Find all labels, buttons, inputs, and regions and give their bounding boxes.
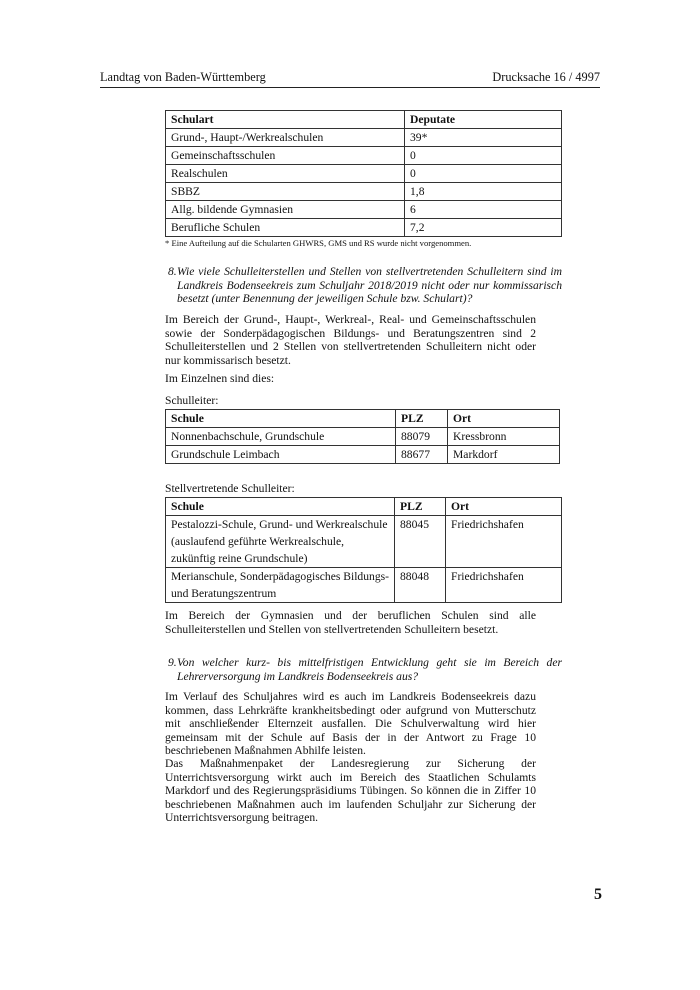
question-9 bbox=[165, 656, 562, 684]
table-cell: Friedrichshafen bbox=[446, 568, 562, 603]
table-header-row bbox=[166, 111, 562, 129]
table-cell: 6 bbox=[405, 201, 562, 219]
table-cell: Markdorf bbox=[448, 446, 560, 464]
table-cell: SBBZ bbox=[166, 183, 405, 201]
answer-9-paragraph-1: Im Verlauf des Schuljahres wird es auch im Landkreis Bodenseekreis dazu kommen, dass Lehrkräfte krankheitsbedingt oder aufgrund von Mutterschutz mit anschließender Elternzeit ausfallen. Die Schulverwaltung wird hier gemeinsam mit der Schule auf Basis der in der Antwort zu Frage 10 beschriebenen Maßnahmen Abhilfe leisten. bbox=[165, 690, 536, 757]
question-number: 9. bbox=[168, 656, 177, 669]
table-cell: Berufliche Schulen bbox=[166, 219, 405, 237]
table-row bbox=[166, 165, 562, 183]
column-header-ort: Ort bbox=[446, 498, 562, 516]
table-cell: 88677 bbox=[396, 446, 448, 464]
answer-8-paragraph-3: Im Bereich der Gymnasien und der beruflichen Schulen sind alle Schulleiterstellen und Stellen von stellvertretenden Schulleitern besetzt. bbox=[165, 609, 536, 636]
table-row bbox=[166, 428, 560, 446]
answer-9-paragraph-2: Das Maßnahmenpaket der Landesregierung zur Sicherung der Unterrichtsversorgung wirkt auch im Bereich des Staatlichen Schulamts Markdorf und des Regierungspräsidiums Tübingen. So können die in Ziffer 10 beschriebenen Maßnahmen auch im laufenden Schuljahr zur Sicherung der Unterrichtsversorgung beitragen. bbox=[165, 757, 536, 824]
question-text: Von welcher kurz- bis mittelfristigen Entwicklung geht sie im Bereich der Lehrerversorgung im Landkreis Bodenseekreis aus? bbox=[177, 656, 562, 683]
table-cell: 88048 bbox=[395, 568, 446, 603]
table-row bbox=[166, 516, 562, 568]
table-cell: Grundschule Leimbach bbox=[166, 446, 396, 464]
table-footnote: * Eine Aufteilung auf die Schularten GHWRS, GMS und RS wurde nicht vorgenommen. bbox=[165, 238, 472, 248]
column-header-deputate: Deputate bbox=[405, 111, 562, 129]
answer-8-paragraph-1: Im Bereich der Grund-, Haupt-, Werkreal-, Real- und Gemeinschaftsschulen sowie der Sonderpädagogischen Bildungs- und Beratungszentren sind 2 Schulleiterstellen und 2 Stellen von stellvertretenden Schulleitern nicht oder nur kommissarisch besetzt. bbox=[165, 313, 536, 367]
table-cell: 1,8 bbox=[405, 183, 562, 201]
page-number: 5 bbox=[594, 886, 602, 903]
table-row bbox=[166, 183, 562, 201]
column-header-schulart: Schulart bbox=[166, 111, 405, 129]
table-cell: 0 bbox=[405, 165, 562, 183]
table-cell: Kressbronn bbox=[448, 428, 560, 446]
header-title: Landtag von Baden-Württemberg bbox=[100, 70, 266, 84]
table-header-row bbox=[166, 410, 560, 428]
table-cell: Allg. bildende Gymnasien bbox=[166, 201, 405, 219]
table-cell bbox=[166, 516, 395, 568]
table-row bbox=[166, 129, 562, 147]
table-row bbox=[166, 201, 562, 219]
table-caption-stellvertretende: Stellvertretende Schulleiter: bbox=[165, 482, 295, 495]
question-number: 8. bbox=[168, 265, 177, 278]
school-name-line: (auslaufend geführte Werkrealschule, bbox=[171, 535, 344, 548]
table-cell: 88079 bbox=[396, 428, 448, 446]
column-header-plz: PLZ bbox=[395, 498, 446, 516]
table-cell: 39* bbox=[405, 129, 562, 147]
table-cell: Gemeinschaftsschulen bbox=[166, 147, 405, 165]
table-cell: Friedrichshafen bbox=[446, 516, 562, 568]
table-cell: 0 bbox=[405, 147, 562, 165]
school-name-line: zukünftig reine Grundschule) bbox=[171, 552, 308, 565]
school-name-line: und Beratungszentrum bbox=[171, 587, 277, 600]
table-cell: Grund-, Haupt-/Werkrealschulen bbox=[166, 129, 405, 147]
table-cell: 7,2 bbox=[405, 219, 562, 237]
table-cell: Realschulen bbox=[166, 165, 405, 183]
table-row bbox=[166, 147, 562, 165]
deputate-table bbox=[165, 110, 562, 237]
table-row bbox=[166, 219, 562, 237]
school-name-line: Pestalozzi-Schule, Grund- und Werkrealschule bbox=[171, 518, 388, 531]
column-header-plz: PLZ bbox=[396, 410, 448, 428]
column-header-schule: Schule bbox=[166, 498, 395, 516]
table-cell: 88045 bbox=[395, 516, 446, 568]
table-header-row bbox=[166, 498, 562, 516]
schulleiter-table bbox=[165, 409, 560, 464]
stellvertreter-table bbox=[165, 497, 562, 603]
table-row bbox=[166, 446, 560, 464]
column-header-schule: Schule bbox=[166, 410, 396, 428]
table-row bbox=[166, 568, 562, 603]
header-divider bbox=[100, 87, 600, 88]
column-header-ort: Ort bbox=[448, 410, 560, 428]
table-cell bbox=[166, 568, 395, 603]
table-caption-schulleiter: Schulleiter: bbox=[165, 394, 219, 407]
question-8 bbox=[165, 265, 562, 307]
answer-8-paragraph-2: Im Einzelnen sind dies: bbox=[165, 372, 275, 385]
table-cell: Nonnenbachschule, Grundschule bbox=[166, 428, 396, 446]
document-number: Drucksache 16 / 4997 bbox=[492, 70, 600, 84]
school-name-line: Merianschule, Sonderpädagogisches Bildungs- bbox=[171, 570, 389, 583]
question-text: Wie viele Schulleiterstellen und Stellen von stellvertretenden Schulleitern sind im Landkreis Bodenseekreis zum Schuljahr 2018/2019 nicht oder nur kommissarisch besetzt (unter Benennung der jeweiligen Schule bzw. Schulart)? bbox=[177, 265, 562, 305]
